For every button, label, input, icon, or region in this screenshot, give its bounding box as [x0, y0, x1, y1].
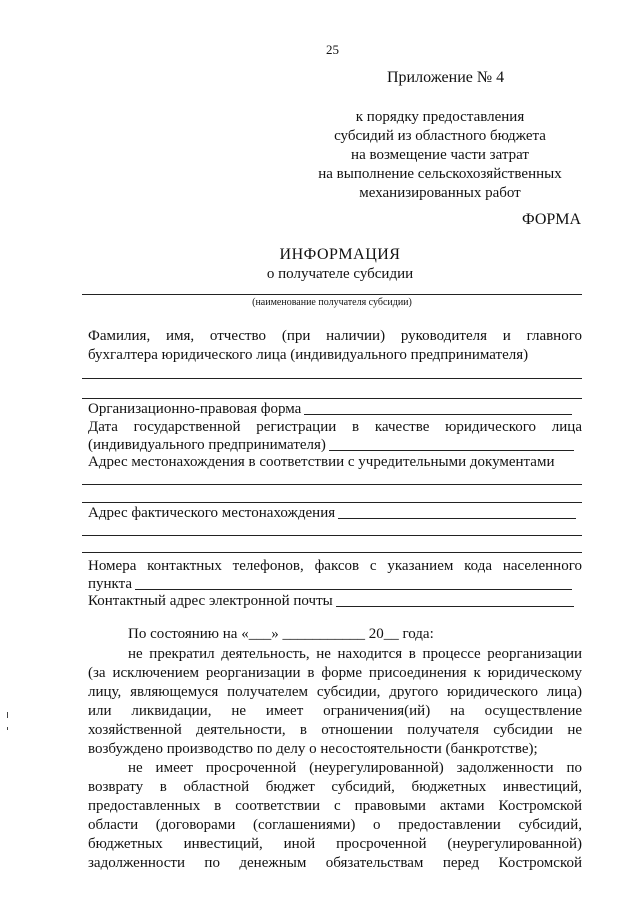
phones-blank [135, 589, 572, 590]
paragraph2-line: бюджетных инвестиций, иной просроченной (неурегулированной) [88, 836, 582, 852]
paragraph2-line: предоставленных в соответствии с правовыми актами Костромской [88, 798, 582, 814]
status-year-blank: __ [383, 626, 399, 642]
legal-form-row [88, 400, 572, 419]
head-names-line-b [82, 398, 582, 399]
appendix-line: на возмещение части затрат [351, 147, 529, 163]
recipient-caption: (наименование получателя субсидии) [252, 297, 412, 308]
document-subtitle: о получателе субсидии [266, 266, 414, 282]
appendix-line: субсидий из областного бюджета [334, 128, 546, 144]
registration-blank [329, 450, 574, 451]
status-suffix: года: [398, 626, 434, 642]
status-mid: » ___________ 20 [271, 626, 384, 642]
head-names-line1: Фамилия, имя, отчество (при наличии) руководителя и главного [88, 328, 582, 344]
paragraph1-line: (за исключением реорганизации в форме присоединения к юридическому [88, 665, 582, 681]
appendix-block [300, 108, 580, 203]
actual-address-label: Адрес фактического местонахождения [88, 505, 336, 521]
status-date-row [128, 625, 434, 644]
phones-line1: Номера контактных телефонов, факсов с указанием кода населенного [88, 558, 582, 574]
paragraph1-line: лицу, являющемуся получателем субсидии, другого юридического лица) [88, 684, 582, 700]
legal-address-line-b [82, 502, 582, 503]
paragraph2-line: возврату в областной бюджет субсидий, бюджетных инвестиций, [88, 779, 582, 795]
phones-line2: пункта [88, 576, 133, 592]
actual-address-line-b [82, 552, 582, 553]
appendix-line: к порядку предоставления [355, 109, 525, 125]
legal-address-label: Адрес местонахождения в соответствии с учредительными документами [88, 454, 555, 470]
recipient-name-line [82, 294, 582, 295]
paragraph1-line: возбуждено производство по делу о несостоятельности (банкротстве); [88, 741, 538, 757]
paragraph1-line: не прекратил деятельность, не находится в процессе реорганизации [128, 646, 582, 662]
scan-margin-mark [7, 712, 8, 718]
legal-form-blank [304, 414, 572, 415]
legal-form-label: Организационно-правовая форма [88, 401, 302, 417]
paragraph2-line: области (договорами (соглашениями) о предоставлении субсидий, [88, 817, 582, 833]
page-number: 25 [326, 42, 339, 57]
actual-address-line-a [82, 535, 582, 536]
head-names-line-a [82, 378, 582, 379]
paragraph2-line: задолженности по денежным обязательствам перед Костромской [88, 855, 582, 871]
document-title: ИНФОРМАЦИЯ [279, 246, 401, 263]
status-day-blank: ___ [248, 626, 272, 642]
legal-address-line-a [82, 484, 582, 485]
appendix-line: на выполнение сельскохозяйственных [318, 166, 562, 182]
status-prefix: По состоянию на « [128, 626, 249, 642]
scan-margin-mark [7, 727, 8, 730]
registration-line2: (индивидуального предпринимателя) [88, 437, 326, 453]
head-names-line2: бухгалтера юридического лица (индивидуального предпринимателя) [88, 347, 529, 363]
appendix-line: механизированных работ [359, 185, 521, 201]
email-blank [336, 606, 574, 607]
appendix-title: Приложение № 4 [387, 69, 505, 86]
email-row [88, 592, 574, 611]
paragraph1-line: или ликвидации, не имеет ограничения(ий) на осуществление [88, 703, 582, 719]
actual-address-row [88, 504, 576, 523]
form-label: ФОРМА [522, 211, 582, 228]
paragraph2-line: не имеет просроченной (неурегулированной) задолженности по [128, 760, 582, 776]
registration-line1: Дата государственной регистрации в качестве юридического лица [88, 419, 582, 435]
email-label: Контактный адрес электронной почты [88, 593, 333, 609]
actual-address-blank [338, 518, 576, 519]
paragraph1-line: хозяйственной деятельности, в отношении получателя субсидии не [88, 722, 582, 738]
